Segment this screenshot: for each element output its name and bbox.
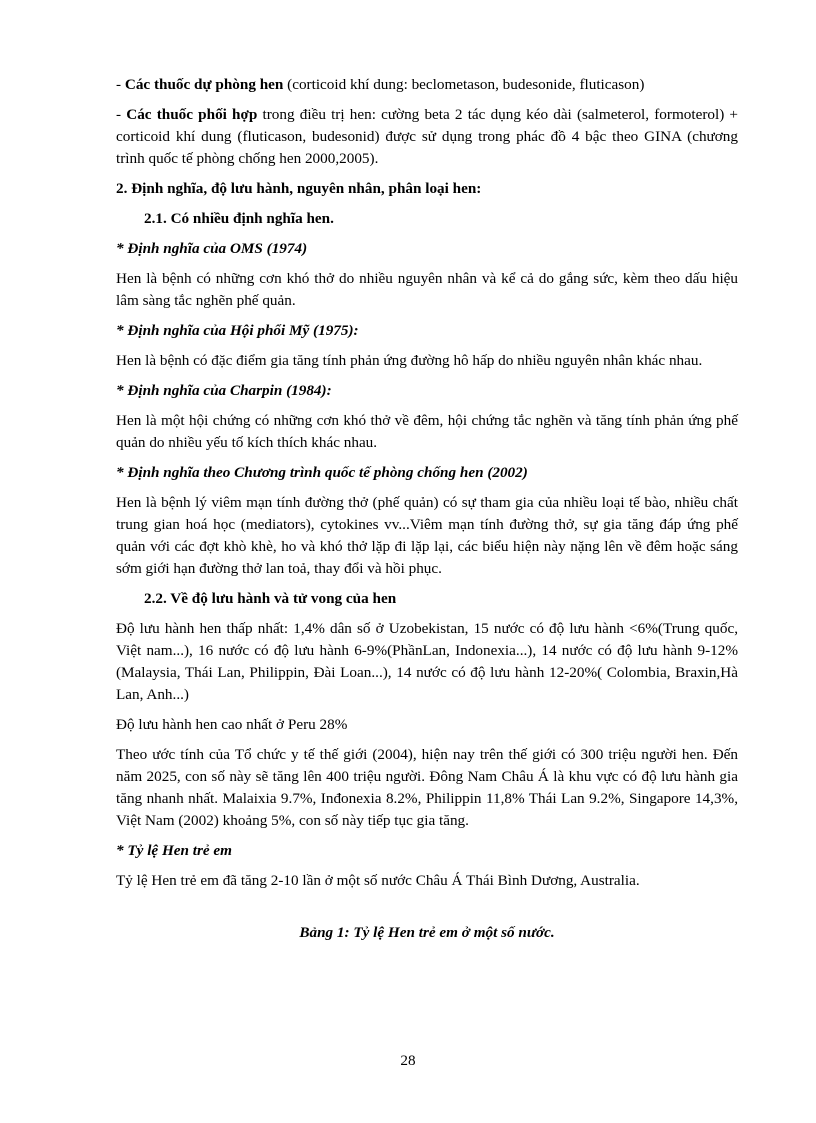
paragraph-preventive-drugs	[116, 74, 738, 96]
definition-gina-title: * Định nghĩa theo Chương trình quốc tế phòng chống hen (2002)	[116, 464, 528, 481]
prevalence-paragraph-2: Độ lưu hành hen cao nhất ở Peru 28%	[116, 716, 348, 733]
definition-charpin-title: * Định nghĩa của Charpin (1984):	[116, 382, 332, 399]
bullet-dash: -	[116, 76, 125, 93]
page-number: 28	[400, 1052, 416, 1069]
subsection-heading-2-1: 2.1. Có nhiều định nghĩa hen.	[144, 210, 334, 227]
document-page	[116, 74, 738, 959]
table-caption: Bảng 1: Tỷ lệ Hen trẻ em ở một số nước.	[299, 924, 555, 941]
section-heading-2: 2. Định nghĩa, độ lưu hành, nguyên nhân, phân loại hen:	[116, 180, 482, 197]
definition-gina-text: Hen là bệnh lý viêm mạn tính đường thở (phế quản) có sự tham gia của nhiều loại tế bào, nhiều chất trung gian hoá học (mediators), cytokines vv...Viêm mạn tính đường thở, sự gia tăng đáp ứng phế quản với các đợt khò khè, ho và khó thở lặp đi lặp lại, các biểu hiện này nặng lên về đêm hoặc sáng sớm giới hạn đường thở lan toả, thay đổi và hồi phục.	[116, 494, 738, 577]
definition-us-text: Hen là bệnh có đặc điểm gia tăng tính phản ứng đường hô hấp do nhiều nguyên nhân khác nhau.	[116, 352, 703, 369]
prevalence-paragraph-1: Độ lưu hành hen thấp nhất: 1,4% dân số ở Uzobekistan, 15 nước có độ lưu hành <6%(Trung quốc, Việt nam...), 16 nước có độ lưu hành 6-9%(PhầnLan, Indonexia...), 14 nước có độ lưu hành 9-12% (Malaysia, Thái Lan, Philippin, Đài Loan...), 14 nước có độ lưu hành 12-20%( Colombia, Braxin,Hà Lan, Anh...)	[116, 620, 738, 703]
child-asthma-text: Tỷ lệ Hen trẻ em đã tăng 2-10 lần ở một số nước Châu Á Thái Bình Dương, Australia.	[116, 872, 640, 889]
definition-oms-title: * Định nghĩa của OMS (1974)	[116, 240, 308, 257]
definition-charpin-text: Hen là một hội chứng có những cơn khó thở về đêm, hội chứng tắc nghẽn và tăng tính phản ứng phế quản do nhiều yếu tố kích thích khác nhau.	[116, 412, 738, 451]
subsection-heading-2-2: 2.2. Về độ lưu hành và tử vong của hen	[144, 590, 397, 607]
child-asthma-title: * Tỷ lệ Hen trẻ em	[116, 842, 232, 859]
paragraph-text: (corticoid khí dung: beclometason, budesonide, fluticason)	[283, 76, 645, 93]
definition-us-title: * Định nghĩa của Hội phổi Mỹ (1975):	[116, 322, 359, 339]
definition-oms-text: Hen là bệnh có những cơn khó thở do nhiều nguyên nhân và kể cả do gắng sức, kèm theo dấu hiệu lâm sàng tắc nghẽn phế quản.	[116, 270, 738, 309]
prevalence-paragraph-3: Theo ước tính của Tổ chức y tế thế giới (2004), hiện nay trên thế giới có 300 triệu người hen. Đến năm 2025, con số này sẽ tăng lên 400 triệu người. Đông Nam Châu Á là khu vực có độ lưu hành gia tăng nhanh nhất. Malaixia 9.7%, Inđonexia 8.2%, Philippin 11,8% Thái Lan 9.2%, Singapore 14,3%, Việt Nam (2002) khoảng 5%, con số này tiếp tục gia tăng.	[116, 746, 738, 829]
bullet-dash: -	[116, 106, 127, 123]
paragraph-combination-drugs	[116, 104, 738, 170]
bold-term: Các thuốc dự phòng hen	[124, 76, 284, 93]
bold-term: Các thuốc phối hợp	[126, 106, 258, 123]
paragraph-text: trong điều trị hen: cường beta 2 tác dụng kéo dài (salmeterol, formoterol) + corticoid khí dung (fluticason, budesonid) được sử dụng trong phác đồ 4 bậc theo GINA (chương trình quốc tế phòng chống hen 2000,2005).	[116, 106, 738, 167]
